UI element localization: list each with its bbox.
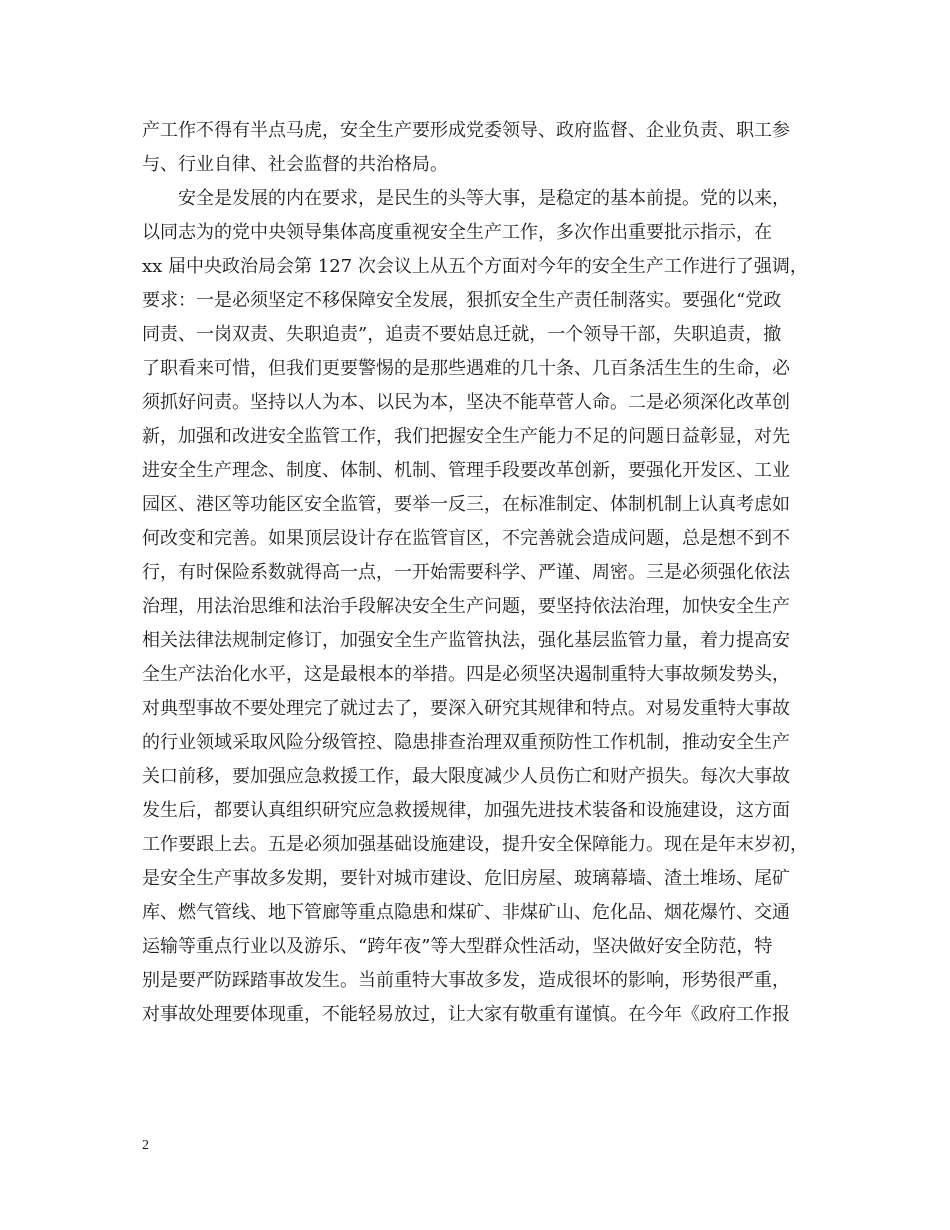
text-line: 运输等重点行业以及游乐、“跨年夜”等大型群众性活动，坚决做好安全防范，特 — [142, 936, 773, 957]
text-line: 发生后，都要认真组织研究应急救援规律，加强先进技术装备和设施建设，这方面 — [142, 800, 790, 821]
text-line: 了职看来可惜，但我们更要警惕的是那些遇难的几十条、几百条活生生的生命，必 — [142, 358, 790, 379]
text-line: 全生产法治化水平，这是最根本的举措。四是必须坚决遏制重特大事故频发势头， — [142, 664, 790, 685]
text-line: 的行业领域采取风险分级管控、隐患排查治理双重预防性工作机制，推动安全生产 — [142, 732, 790, 753]
text-line: 库、燃气管线、地下管廊等重点隐患和煤矿、非煤矿山、危化品、烟花爆竹、交通 — [142, 902, 790, 923]
text-line: 与、行业自律、社会监督的共治格局。 — [142, 154, 448, 175]
text-line: 园区、港区等功能区安全监管，要举一反三，在标准制定、体制机制上认真考虑如 — [142, 494, 790, 515]
text-line: 何改变和完善。如果顶层设计存在监管盲区，不完善就会造成问题，总是想不到不 — [142, 528, 790, 549]
text-line: 工作要跟上去。五是必须加强基础设施建设，提升安全保障能力。现在是年末岁初， — [142, 834, 808, 855]
text-line: 治理，用法治思维和法治手段解决安全生产问题，要坚持依法治理，加快安全生产 — [142, 596, 790, 617]
text-line: 相关法律法规制定修订，加强安全生产监管执法，强化基层监管力量，着力提高安 — [142, 630, 790, 651]
text-line: 要求：一是必须坚定不移保障安全发展，狠抓安全生产责任制落实。要强化“党政 — [142, 290, 782, 311]
text-line: 关口前移，要加强应急救援工作，最大限度减少人员伤亡和财产损失。每次大事故 — [142, 766, 790, 787]
text-line: 别是要严防踩踏事故发生。当前重特大事故多发，造成很坏的影响，形势很严重， — [142, 970, 790, 991]
text-line: 进安全生产理念、制度、体制、机制、管理手段要改革创新，要强化开发区、工业 — [142, 460, 790, 481]
text-line: 同责、一岗双责、失职追责”，追责不要姑息迁就，一个领导干部，失职追责，撤 — [142, 324, 782, 345]
text-line: xx 届中央政治局会第 127 次会议上从五个方面对今年的安全生产工作进行了强调， — [142, 256, 808, 277]
text-line: 是安全生产事故多发期，要针对城市建设、危旧房屋、玻璃幕墙、渣土堆场、尾矿 — [142, 868, 790, 889]
text-line: 以同志为的党中央领导集体高度重视安全生产工作，多次作出重要批示指示，在 — [142, 222, 772, 243]
page-number: 2 — [142, 1138, 149, 1153]
text-line: 产工作不得有半点马虎，安全生产要形成党委领导、政府监督、企业负责、职工参 — [142, 120, 790, 141]
text-line: 安全是发展的内在要求，是民生的头等大事，是稳定的基本前提。党的以来， — [142, 188, 790, 209]
text-line: 行，有时保险系数就得高一点，一开始需要科学、严谨、周密。三是必须强化依法 — [142, 562, 790, 583]
body-text — [142, 114, 822, 1032]
text-line: 新，加强和改进安全监管工作，我们把握安全生产能力不足的问题日益彰显，对先 — [142, 426, 790, 447]
text-line: 对典型事故不要处理完了就过去了，要深入研究其规律和特点。对易发重特大事故 — [142, 698, 790, 719]
text-line: 须抓好问责。坚持以人为本、以民为本，坚决不能草菅人命。二是必须深化改革创 — [142, 392, 790, 413]
text-line: 对事故处理要体现重，不能轻易放过，让大家有敬重有谨慎。在今年《政府工作报 — [142, 1004, 790, 1025]
